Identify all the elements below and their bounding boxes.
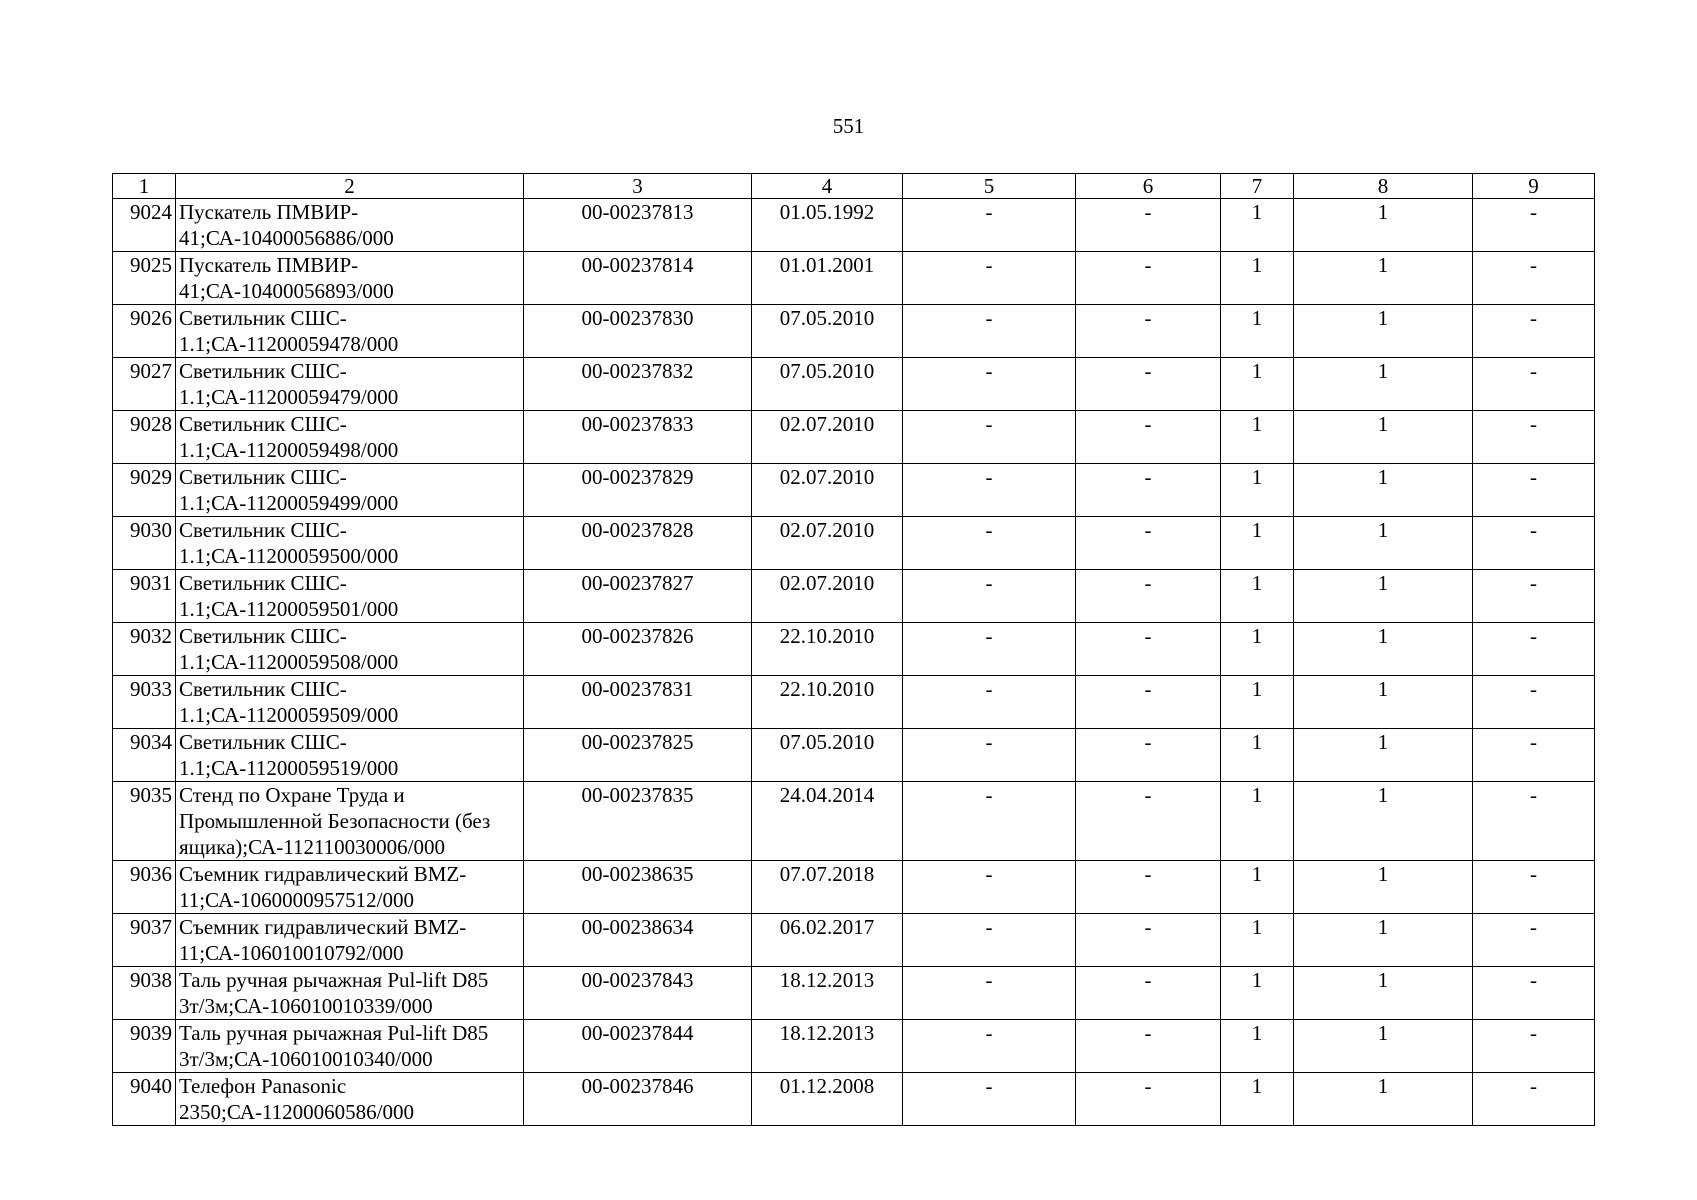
column-header: 9: [1473, 174, 1595, 199]
column-8-cell: 1: [1294, 967, 1473, 1020]
date-cell: 22.10.2010: [752, 676, 903, 729]
column-9-cell: -: [1473, 914, 1595, 967]
item-name-cell: Таль ручная рычажная Pul-lift D85 3т/3м;СА-106010010339/000: [176, 967, 524, 1020]
column-header: 6: [1076, 174, 1221, 199]
column-6-cell: -: [1076, 729, 1221, 782]
column-5-cell: -: [903, 1073, 1076, 1126]
inventory-code-cell: 00-00237828: [524, 517, 752, 570]
column-7-cell: 1: [1221, 623, 1294, 676]
item-name-cell: Съемник гидравлический BMZ- 11;СА-1060000957512/000: [176, 861, 524, 914]
column-8-cell: 1: [1294, 570, 1473, 623]
inventory-code-cell: 00-00237814: [524, 252, 752, 305]
column-5-cell: -: [903, 199, 1076, 252]
row-number-cell: 9024: [113, 199, 176, 252]
column-8-cell: 1: [1294, 411, 1473, 464]
table-row: [113, 861, 1595, 914]
inventory-code-cell: 00-00237827: [524, 570, 752, 623]
table-row: [113, 464, 1595, 517]
column-7-cell: 1: [1221, 570, 1294, 623]
table-row: [113, 782, 1595, 861]
column-header: 7: [1221, 174, 1294, 199]
date-cell: 02.07.2010: [752, 570, 903, 623]
date-cell: 02.07.2010: [752, 411, 903, 464]
column-6-cell: -: [1076, 623, 1221, 676]
date-cell: 06.02.2017: [752, 914, 903, 967]
inventory-code-cell: 00-00237844: [524, 1020, 752, 1073]
column-9-cell: -: [1473, 199, 1595, 252]
column-7-cell: 1: [1221, 729, 1294, 782]
column-5-cell: -: [903, 676, 1076, 729]
item-name-cell: Светильник СШС- 1.1;СА-11200059509/000: [176, 676, 524, 729]
inventory-code-cell: 00-00238635: [524, 861, 752, 914]
column-6-cell: -: [1076, 305, 1221, 358]
table-row: [113, 623, 1595, 676]
column-8-cell: 1: [1294, 861, 1473, 914]
inventory-table: [112, 173, 1595, 1126]
column-8-cell: 1: [1294, 1020, 1473, 1073]
column-9-cell: -: [1473, 967, 1595, 1020]
column-6-cell: -: [1076, 358, 1221, 411]
table-row: [113, 676, 1595, 729]
table-row: [113, 199, 1595, 252]
column-7-cell: 1: [1221, 967, 1294, 1020]
column-8-cell: 1: [1294, 305, 1473, 358]
column-6-cell: -: [1076, 570, 1221, 623]
column-8-cell: 1: [1294, 782, 1473, 861]
table-row: [113, 729, 1595, 782]
column-5-cell: -: [903, 411, 1076, 464]
column-7-cell: 1: [1221, 411, 1294, 464]
page-number: 551: [832, 114, 865, 138]
column-5-cell: -: [903, 861, 1076, 914]
column-7-cell: 1: [1221, 782, 1294, 861]
column-7-cell: 1: [1221, 1020, 1294, 1073]
column-8-cell: 1: [1294, 1073, 1473, 1126]
column-7-cell: 1: [1221, 914, 1294, 967]
column-header: 2: [176, 174, 524, 199]
column-9-cell: -: [1473, 252, 1595, 305]
column-9-cell: -: [1473, 729, 1595, 782]
column-6-cell: -: [1076, 199, 1221, 252]
row-number-cell: 9032: [113, 623, 176, 676]
column-8-cell: 1: [1294, 914, 1473, 967]
column-7-cell: 1: [1221, 305, 1294, 358]
item-name-cell: Светильник СШС- 1.1;СА-11200059519/000: [176, 729, 524, 782]
inventory-code-cell: 00-00237831: [524, 676, 752, 729]
table-row: [113, 914, 1595, 967]
inventory-code-cell: 00-00237813: [524, 199, 752, 252]
table-header-row: [113, 174, 1595, 199]
date-cell: 07.07.2018: [752, 861, 903, 914]
inventory-code-cell: 00-00237826: [524, 623, 752, 676]
table-row: [113, 411, 1595, 464]
inventory-code-cell: 00-00237825: [524, 729, 752, 782]
date-cell: 07.05.2010: [752, 305, 903, 358]
table-body: [113, 199, 1595, 1126]
item-name-cell: Светильник СШС- 1.1;СА-11200059498/000: [176, 411, 524, 464]
column-7-cell: 1: [1221, 464, 1294, 517]
item-name-cell: Съемник гидравлический BMZ- 11;СА-106010010792/000: [176, 914, 524, 967]
row-number-cell: 9026: [113, 305, 176, 358]
table-row: [113, 1020, 1595, 1073]
column-9-cell: -: [1473, 517, 1595, 570]
column-5-cell: -: [903, 517, 1076, 570]
column-5-cell: -: [903, 358, 1076, 411]
column-8-cell: 1: [1294, 464, 1473, 517]
column-7-cell: 1: [1221, 676, 1294, 729]
column-header: 1: [113, 174, 176, 199]
column-9-cell: -: [1473, 1020, 1595, 1073]
column-8-cell: 1: [1294, 729, 1473, 782]
column-6-cell: -: [1076, 967, 1221, 1020]
column-8-cell: 1: [1294, 517, 1473, 570]
item-name-cell: Пускатель ПМВИР- 41;СА-10400056893/000: [176, 252, 524, 305]
column-6-cell: -: [1076, 1073, 1221, 1126]
inventory-code-cell: 00-00237829: [524, 464, 752, 517]
column-5-cell: -: [903, 252, 1076, 305]
item-name-cell: Стенд по Охране Труда и Промышленной Безопасности (без ящика);СА-112110030006/000: [176, 782, 524, 861]
row-number-cell: 9040: [113, 1073, 176, 1126]
table-row: [113, 570, 1595, 623]
date-cell: 22.10.2010: [752, 623, 903, 676]
column-9-cell: -: [1473, 464, 1595, 517]
row-number-cell: 9029: [113, 464, 176, 517]
column-9-cell: -: [1473, 305, 1595, 358]
date-cell: 07.05.2010: [752, 358, 903, 411]
column-5-cell: -: [903, 1020, 1076, 1073]
item-name-cell: Таль ручная рычажная Pul-lift D85 3т/3м;СА-106010010340/000: [176, 1020, 524, 1073]
column-7-cell: 1: [1221, 861, 1294, 914]
date-cell: 02.07.2010: [752, 464, 903, 517]
column-6-cell: -: [1076, 914, 1221, 967]
column-7-cell: 1: [1221, 252, 1294, 305]
item-name-cell: Светильник СШС- 1.1;СА-11200059499/000: [176, 464, 524, 517]
column-6-cell: -: [1076, 411, 1221, 464]
column-header: 4: [752, 174, 903, 199]
inventory-code-cell: 00-00237832: [524, 358, 752, 411]
column-5-cell: -: [903, 464, 1076, 517]
column-7-cell: 1: [1221, 358, 1294, 411]
column-6-cell: -: [1076, 782, 1221, 861]
table-row: [113, 252, 1595, 305]
column-6-cell: -: [1076, 517, 1221, 570]
column-8-cell: 1: [1294, 252, 1473, 305]
date-cell: 18.12.2013: [752, 967, 903, 1020]
item-name-cell: Светильник СШС- 1.1;СА-11200059479/000: [176, 358, 524, 411]
column-5-cell: -: [903, 729, 1076, 782]
item-name-cell: Светильник СШС- 1.1;СА-11200059500/000: [176, 517, 524, 570]
row-number-cell: 9034: [113, 729, 176, 782]
date-cell: 01.12.2008: [752, 1073, 903, 1126]
column-6-cell: -: [1076, 676, 1221, 729]
item-name-cell: Телефон Panasonic 2350;СА-11200060586/000: [176, 1073, 524, 1126]
column-5-cell: -: [903, 967, 1076, 1020]
row-number-cell: 9025: [113, 252, 176, 305]
table-row: [113, 358, 1595, 411]
column-9-cell: -: [1473, 861, 1595, 914]
column-5-cell: -: [903, 914, 1076, 967]
column-8-cell: 1: [1294, 623, 1473, 676]
date-cell: 01.01.2001: [752, 252, 903, 305]
inventory-code-cell: 00-00237830: [524, 305, 752, 358]
inventory-code-cell: 00-00238634: [524, 914, 752, 967]
column-6-cell: -: [1076, 252, 1221, 305]
row-number-cell: 9038: [113, 967, 176, 1020]
item-name-cell: Пускатель ПМВИР- 41;СА-10400056886/000: [176, 199, 524, 252]
inventory-code-cell: 00-00237835: [524, 782, 752, 861]
table-row: [113, 517, 1595, 570]
column-8-cell: 1: [1294, 676, 1473, 729]
inventory-code-cell: 00-00237833: [524, 411, 752, 464]
row-number-cell: 9036: [113, 861, 176, 914]
date-cell: 18.12.2013: [752, 1020, 903, 1073]
row-number-cell: 9031: [113, 570, 176, 623]
column-5-cell: -: [903, 623, 1076, 676]
row-number-cell: 9033: [113, 676, 176, 729]
row-number-cell: 9035: [113, 782, 176, 861]
row-number-cell: 9039: [113, 1020, 176, 1073]
column-9-cell: -: [1473, 358, 1595, 411]
column-6-cell: -: [1076, 1020, 1221, 1073]
table-row: [113, 967, 1595, 1020]
column-5-cell: -: [903, 570, 1076, 623]
column-9-cell: -: [1473, 676, 1595, 729]
row-number-cell: 9037: [113, 914, 176, 967]
date-cell: 01.05.1992: [752, 199, 903, 252]
column-9-cell: -: [1473, 623, 1595, 676]
column-7-cell: 1: [1221, 199, 1294, 252]
inventory-code-cell: 00-00237843: [524, 967, 752, 1020]
column-8-cell: 1: [1294, 199, 1473, 252]
item-name-cell: Светильник СШС- 1.1;СА-11200059501/000: [176, 570, 524, 623]
row-number-cell: 9027: [113, 358, 176, 411]
item-name-cell: Светильник СШС- 1.1;СА-11200059508/000: [176, 623, 524, 676]
column-header: 8: [1294, 174, 1473, 199]
date-cell: 24.04.2014: [752, 782, 903, 861]
column-9-cell: -: [1473, 570, 1595, 623]
column-header: 3: [524, 174, 752, 199]
inventory-code-cell: 00-00237846: [524, 1073, 752, 1126]
column-5-cell: -: [903, 782, 1076, 861]
column-9-cell: -: [1473, 411, 1595, 464]
table-row: [113, 305, 1595, 358]
item-name-cell: Светильник СШС- 1.1;СА-11200059478/000: [176, 305, 524, 358]
column-6-cell: -: [1076, 861, 1221, 914]
column-9-cell: -: [1473, 782, 1595, 861]
date-cell: 02.07.2010: [752, 517, 903, 570]
column-header: 5: [903, 174, 1076, 199]
column-8-cell: 1: [1294, 358, 1473, 411]
row-number-cell: 9030: [113, 517, 176, 570]
table-row: [113, 1073, 1595, 1126]
date-cell: 07.05.2010: [752, 729, 903, 782]
column-7-cell: 1: [1221, 517, 1294, 570]
column-9-cell: -: [1473, 1073, 1595, 1126]
column-5-cell: -: [903, 305, 1076, 358]
row-number-cell: 9028: [113, 411, 176, 464]
column-6-cell: -: [1076, 464, 1221, 517]
column-7-cell: 1: [1221, 1073, 1294, 1126]
